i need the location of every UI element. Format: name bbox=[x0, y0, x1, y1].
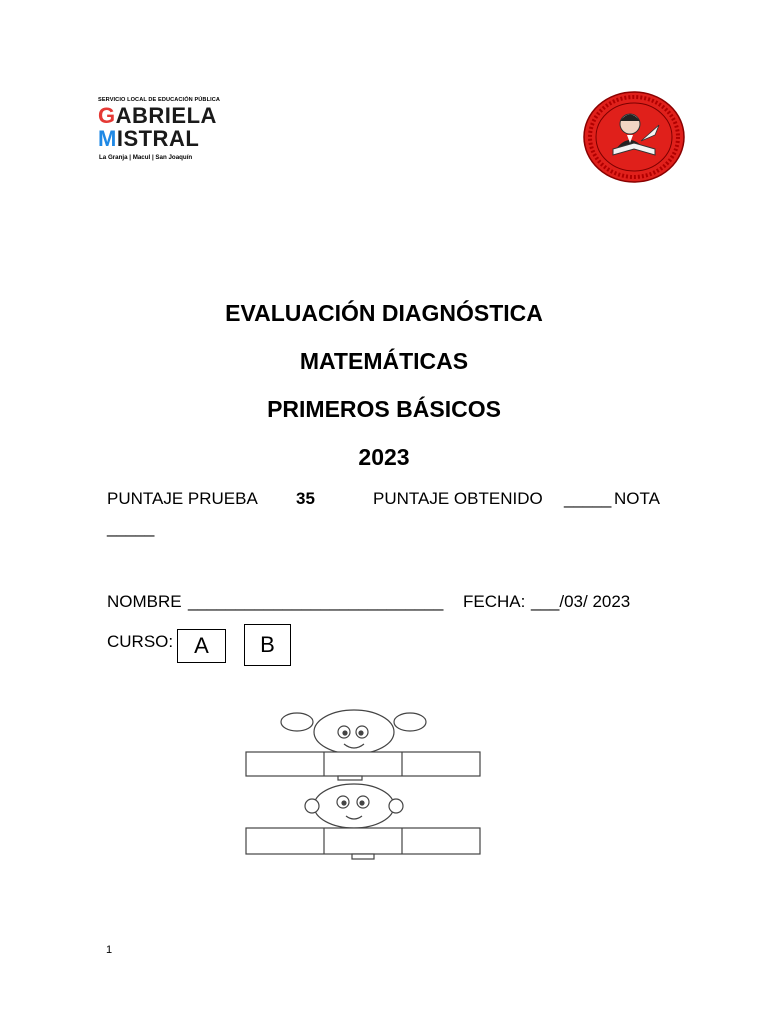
logo-word-line1-rest: ABRIELA bbox=[115, 103, 217, 128]
nombre-label: NOMBRE bbox=[107, 592, 182, 611]
gabriela-mistral-logo bbox=[98, 97, 248, 169]
nombre-field[interactable]: ___________________________ bbox=[188, 592, 444, 611]
puntaje-obtenido-blank[interactable]: _____ bbox=[564, 489, 612, 508]
nota-blank[interactable]: _____ bbox=[107, 518, 155, 537]
logo-word-line1: GABRIELA bbox=[98, 103, 217, 128]
logo-service-line: SERVICIO LOCAL DE EDUCACIÓN PÚBLICA bbox=[98, 97, 221, 103]
logo-word-line2: MISTRAL bbox=[98, 126, 200, 151]
puntaje-prueba-value: 35 bbox=[296, 489, 315, 508]
fecha-field[interactable]: ___/03/ 2023 bbox=[531, 592, 631, 611]
school-seal-icon bbox=[583, 91, 685, 183]
curso-label: CURSO: bbox=[107, 632, 174, 651]
page-number: 1 bbox=[106, 944, 113, 956]
puntaje-obtenido-label: PUNTAJE OBTENIDO bbox=[373, 489, 543, 508]
children-signs-illustration-icon bbox=[240, 706, 486, 864]
title-evaluacion: EVALUACIÓN DIAGNÓSTICA bbox=[225, 300, 543, 326]
title-year: 2023 bbox=[358, 444, 410, 470]
logo-comunas: La Granja | Macul | San Joaquín bbox=[99, 154, 193, 161]
logo-word-line2-rest: ISTRAL bbox=[116, 126, 200, 151]
curso-option-b[interactable]: B bbox=[244, 624, 291, 666]
nota-label: NOTA bbox=[614, 489, 660, 508]
title-primeros-basicos: PRIMEROS BÁSICOS bbox=[267, 396, 501, 422]
title-matematicas: MATEMÁTICAS bbox=[299, 348, 469, 374]
puntaje-prueba-label: PUNTAJE PRUEBA bbox=[107, 489, 258, 508]
fecha-label: FECHA: bbox=[463, 592, 526, 611]
curso-option-a[interactable]: A bbox=[177, 629, 226, 663]
